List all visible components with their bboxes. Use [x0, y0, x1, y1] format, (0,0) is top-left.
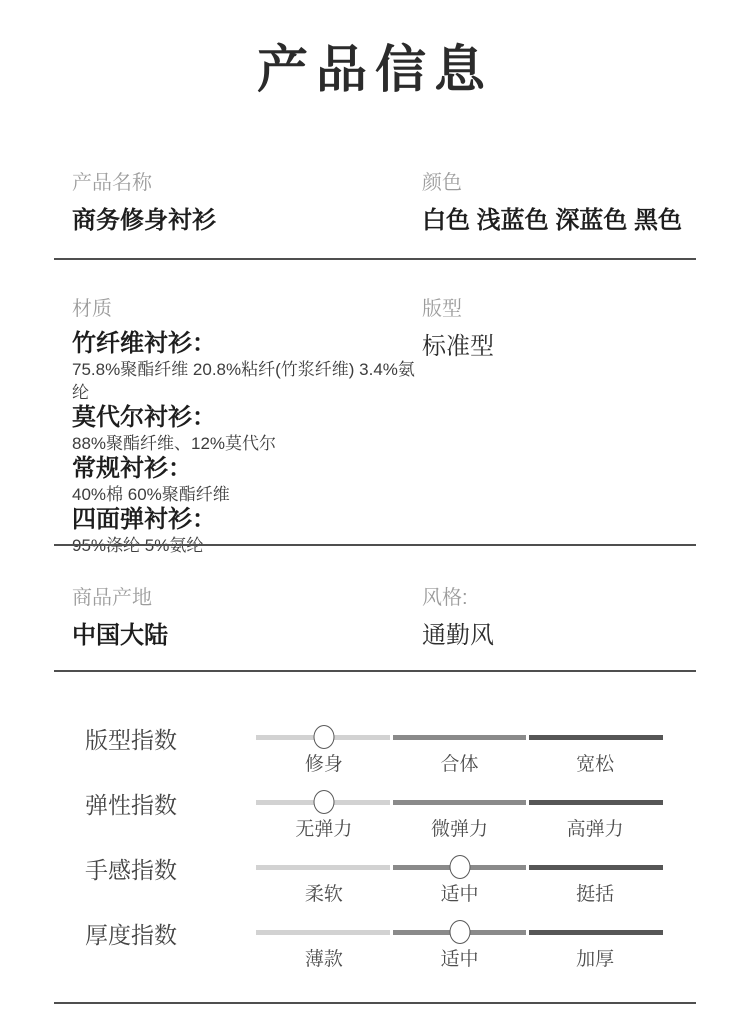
- product-name-value: 商务修身衬衫: [72, 207, 216, 234]
- slider-option: 微弹力: [431, 819, 489, 840]
- origin-label: 商品产地: [72, 587, 152, 609]
- slider-label: 弹性指数: [85, 792, 177, 818]
- slider-option: 薄款: [304, 949, 343, 970]
- section-style: [422, 585, 494, 651]
- fit-type-label: 版型: [422, 298, 462, 320]
- slider-row-elasticity-index: [0, 779, 750, 844]
- section-product-name: [72, 170, 216, 236]
- slider-segment-medium: [393, 735, 527, 740]
- slider-row-thickness-index: [0, 909, 750, 974]
- material-item-name: 常规衬衫：: [72, 455, 192, 482]
- slider-segment-dark: [529, 735, 663, 740]
- slider-track: [256, 800, 663, 805]
- slider-option: 合体: [440, 754, 479, 775]
- slider-segment-dark: [529, 930, 663, 935]
- material-item-composition: 88%聚酯纤维、12%莫代尔: [72, 434, 277, 453]
- section-material: [72, 296, 417, 557]
- slider-label: 厚度指数: [85, 922, 177, 948]
- slider-option: 修身: [304, 754, 343, 775]
- slider-row-fit-index: [0, 714, 750, 779]
- slider-track: [256, 735, 663, 740]
- slider-option: 适中: [440, 884, 479, 905]
- section-origin: [72, 585, 168, 651]
- slider-option: 柔软: [304, 884, 343, 905]
- material-item-composition: 40%棉 60%聚酯纤维: [72, 485, 230, 504]
- slider-knob[interactable]: [449, 855, 470, 879]
- material-label: 材质: [72, 298, 112, 320]
- color-label: 颜色: [422, 172, 462, 194]
- material-item-name: 竹纤维衬衫：: [72, 330, 216, 357]
- style-value: 通勤风: [422, 622, 494, 649]
- slider-option: 无弹力: [295, 819, 353, 840]
- slider-track: [256, 930, 663, 935]
- slider-options: [256, 949, 663, 971]
- slider-option: 适中: [440, 949, 479, 970]
- slider-option: 高弹力: [566, 819, 624, 840]
- slider-options: [256, 754, 663, 776]
- slider-label: 版型指数: [85, 727, 177, 753]
- slider-options: [256, 819, 663, 841]
- product-name-label: 产品名称: [72, 172, 152, 194]
- slider-label: 手感指数: [85, 857, 177, 883]
- page-title: 产品信息: [256, 41, 493, 98]
- section-divider: [54, 670, 696, 672]
- fit-type-value: 标准型: [422, 333, 494, 360]
- slider-option: 加厚: [576, 949, 615, 970]
- slider-knob[interactable]: [313, 725, 334, 749]
- slider-segment-dark: [529, 800, 663, 805]
- slider-segment-medium: [393, 800, 527, 805]
- material-item-name: 莫代尔衬衫：: [72, 404, 216, 431]
- slider-segment-dark: [529, 865, 663, 870]
- style-label: 风格:: [422, 587, 468, 609]
- section-divider: [54, 258, 696, 260]
- slider-track: [256, 865, 663, 870]
- section-divider: [54, 544, 696, 546]
- color-value: 白色 浅蓝色 深蓝色 黑色: [422, 207, 683, 234]
- material-item-name: 四面弹衬衫：: [72, 506, 216, 533]
- slider-knob[interactable]: [449, 920, 470, 944]
- slider-segment-light: [256, 865, 390, 870]
- material-item-composition: 75.8%聚酯纤维 20.8%粘纤(竹浆纤维) 3.4%氨纶: [72, 360, 415, 402]
- slider-options: [256, 884, 663, 906]
- bottom-divider: [54, 1002, 696, 1004]
- section-fit-type: [422, 296, 494, 362]
- origin-value: 中国大陆: [72, 622, 168, 649]
- section-color: [422, 170, 682, 236]
- slider-segment-light: [256, 930, 390, 935]
- slider-knob[interactable]: [313, 790, 334, 814]
- slider-option: 宽松: [576, 754, 615, 775]
- slider-row-feel-index: [0, 844, 750, 909]
- slider-option: 挺括: [576, 884, 615, 905]
